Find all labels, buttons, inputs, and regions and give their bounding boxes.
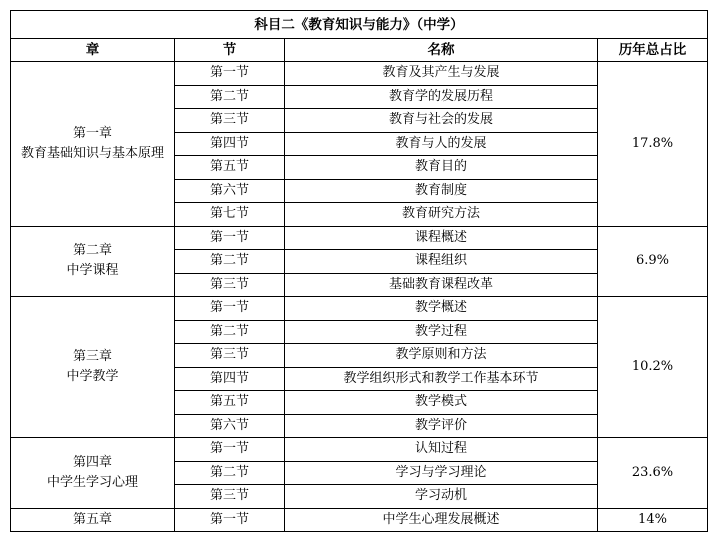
chapter-cell [11,62,175,227]
section-name-cell: 学习与学习理论 [285,461,598,485]
section-cell: 第五节 [175,391,285,415]
section-cell: 第六节 [175,179,285,203]
header-section: 节 [175,39,285,62]
header-name: 名称 [285,39,598,62]
ratio-cell: 10.2% [598,297,708,438]
table-row [11,297,708,321]
section-cell: 第二节 [175,85,285,109]
table-row [11,438,708,462]
chapter-cell [11,508,175,532]
section-cell: 第四节 [175,132,285,156]
section-name-cell: 教育目的 [285,156,598,180]
section-cell: 第四节 [175,367,285,391]
section-cell: 第五节 [175,156,285,180]
section-cell: 第二节 [175,461,285,485]
chapter-label: 第四章 [72,454,112,470]
table-row [11,508,708,532]
section-name-cell: 教育研究方法 [285,203,598,227]
chapter-title: 中学生学习心理 [46,474,138,490]
section-cell: 第二节 [175,320,285,344]
section-cell: 第三节 [175,485,285,509]
chapter-title: 教育基础知识与基本原理 [20,145,164,161]
section-cell: 第三节 [175,109,285,133]
section-name-cell: 课程概述 [285,226,598,250]
chapter-cell [11,226,175,297]
header-ratio: 历年总占比 [598,39,708,62]
section-name-cell: 教学评价 [285,414,598,438]
section-name-cell: 教学过程 [285,320,598,344]
ratio-cell: 23.6% [598,438,708,509]
chapter-cell [11,297,175,438]
section-name-cell: 教育与人的发展 [285,132,598,156]
section-cell: 第一节 [175,438,285,462]
table-body [11,62,708,532]
section-cell: 第一节 [175,226,285,250]
section-cell: 第一节 [175,62,285,86]
chapter-label: 第一章 [72,125,112,141]
section-name-cell: 教育与社会的发展 [285,109,598,133]
section-name-cell: 学习动机 [285,485,598,509]
ratio-cell: 17.8% [598,62,708,227]
ratio-cell: 6.9% [598,226,708,297]
section-cell: 第六节 [175,414,285,438]
table-row [11,62,708,86]
section-cell: 第七节 [175,203,285,227]
section-name-cell: 认知过程 [285,438,598,462]
section-name-cell: 教育学的发展历程 [285,85,598,109]
chapter-cell [11,438,175,509]
section-cell: 第三节 [175,273,285,297]
section-name-cell: 基础教育课程改革 [285,273,598,297]
section-name-cell: 教学模式 [285,391,598,415]
chapter-label: 第二章 [72,243,112,259]
section-cell: 第一节 [175,508,285,532]
table-title: 科目二《教育知识与能力》（中学） [11,11,708,39]
chapter-label: 第五章 [72,511,112,527]
syllabus-table [10,10,708,532]
section-name-cell: 教学原则和方法 [285,344,598,368]
chapter-label: 第三章 [72,349,112,364]
section-name-cell: 中学生心理发展概述 [285,508,598,532]
section-name-cell: 教育及其产生与发展 [285,62,598,86]
table-row [11,226,708,250]
section-cell: 第三节 [175,344,285,368]
section-name-cell: 教学组织形式和教学工作基本环节 [285,367,598,391]
section-name-cell: 课程组织 [285,250,598,274]
chapter-title: 中学教学 [66,369,119,384]
section-cell: 第二节 [175,250,285,274]
header-chapter: 章 [11,39,175,62]
chapter-title: 中学课程 [66,263,119,279]
ratio-cell: 14% [598,508,708,532]
section-cell: 第一节 [175,297,285,321]
section-name-cell: 教学概述 [285,297,598,321]
section-name-cell: 教育制度 [285,179,598,203]
